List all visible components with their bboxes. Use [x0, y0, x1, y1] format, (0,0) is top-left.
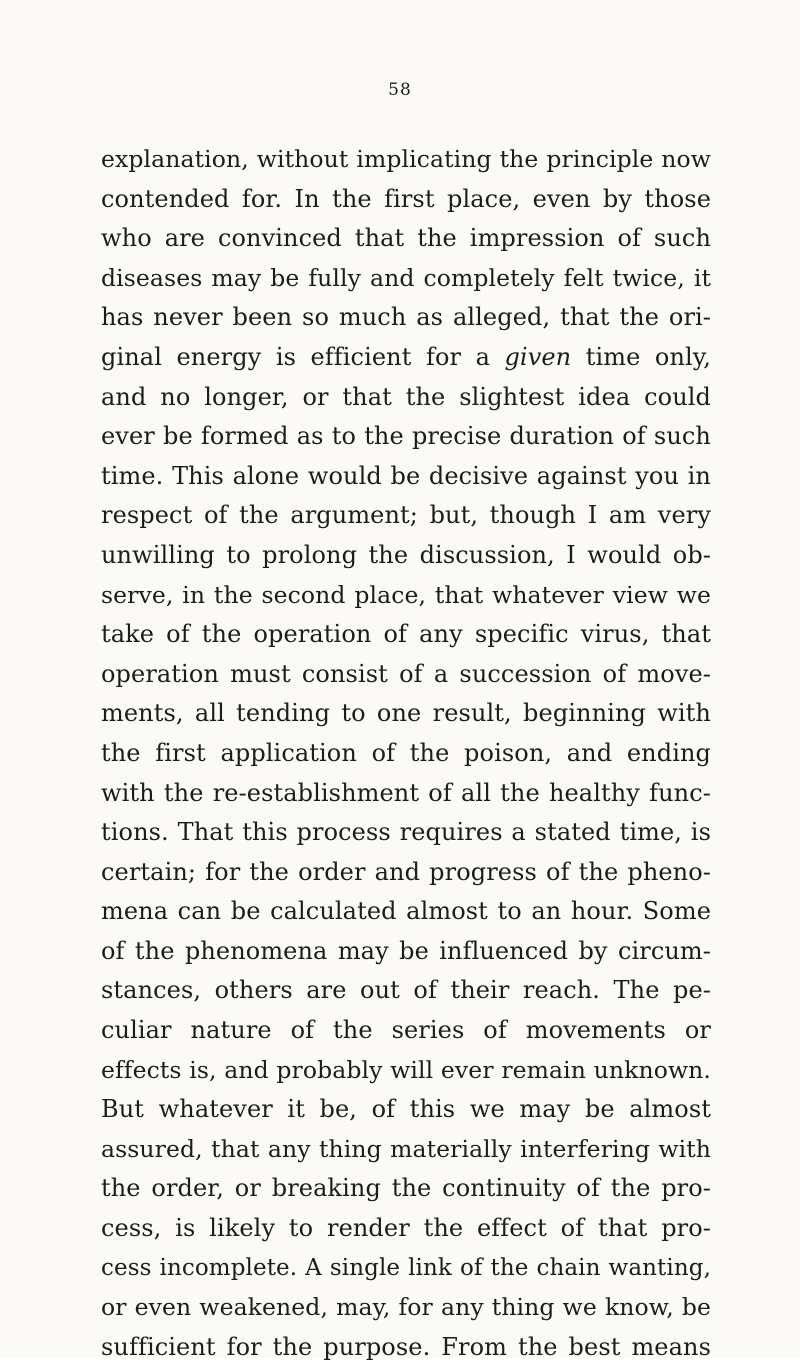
text-line: or even weakened, may, for any thing we know, be: [101, 1293, 711, 1322]
text-line: stances, others are out of their reach. The pe-: [101, 976, 711, 1005]
italic-word: given: [504, 342, 572, 371]
text-line: unwilling to prolong the discussion, I would ob-: [101, 540, 711, 569]
text-line: But whatever it be, of this we may be almost: [101, 1095, 711, 1124]
text-line: the first application of the poison, and ending: [101, 738, 711, 767]
body-text: [101, 140, 711, 1367]
text-run: time only,: [571, 342, 711, 371]
text-line: serve, in the second place, that whatever view we: [101, 580, 711, 609]
text-line: assured, that any thing materially interfering with: [101, 1134, 711, 1163]
text-line: who are convinced that the impression of such: [101, 224, 711, 253]
text-run: ginal energy is efficient for a: [101, 342, 505, 371]
text-line: ever be formed as to the precise duration of such: [101, 422, 711, 451]
text-line: with the re-establishment of all the healthy func-: [101, 778, 711, 807]
text-line: and no longer, or that the slightest idea could: [101, 382, 711, 411]
text-line-with-italic: [101, 338, 711, 378]
text-line: of the phenomena may be influenced by circum-: [101, 936, 711, 965]
text-line: certain; for the order and progress of the pheno-: [101, 857, 711, 886]
text-line: take of the operation of any specific virus, that: [101, 620, 711, 649]
text-line: tions. That this process requires a stated time, is: [101, 818, 711, 847]
text-line: the order, or breaking the continuity of the pro-: [101, 1174, 711, 1203]
text-line: mena can be calculated almost to an hour. Some: [101, 897, 711, 926]
text-line: cess incomplete. A single link of the chain wanting,: [101, 1254, 711, 1281]
text-line: sufficient for the purpose. From the best means: [101, 1332, 711, 1361]
text-line: has never been so much as alleged, that the ori-: [101, 303, 711, 332]
text-line: ments, all tending to one result, beginning with: [101, 699, 711, 728]
text-line: time. This alone would be decisive against you in: [101, 461, 711, 490]
text-line: cess, is likely to render the effect of that pro-: [101, 1214, 711, 1243]
text-line: culiar nature of the series of movements or: [101, 1016, 711, 1045]
text-line: operation must consist of a succession of move-: [101, 659, 711, 688]
page-number: 58: [388, 80, 412, 100]
text-line: respect of the argument; but, though I am very: [101, 501, 711, 530]
text-line: contended for. In the first place, even by those: [101, 184, 711, 213]
text-line: effects is, and probably will ever remain unknown.: [101, 1055, 711, 1084]
text-line: diseases may be fully and completely felt twice, it: [101, 263, 711, 292]
text-line: explanation, without implicating the principle now: [101, 145, 711, 173]
